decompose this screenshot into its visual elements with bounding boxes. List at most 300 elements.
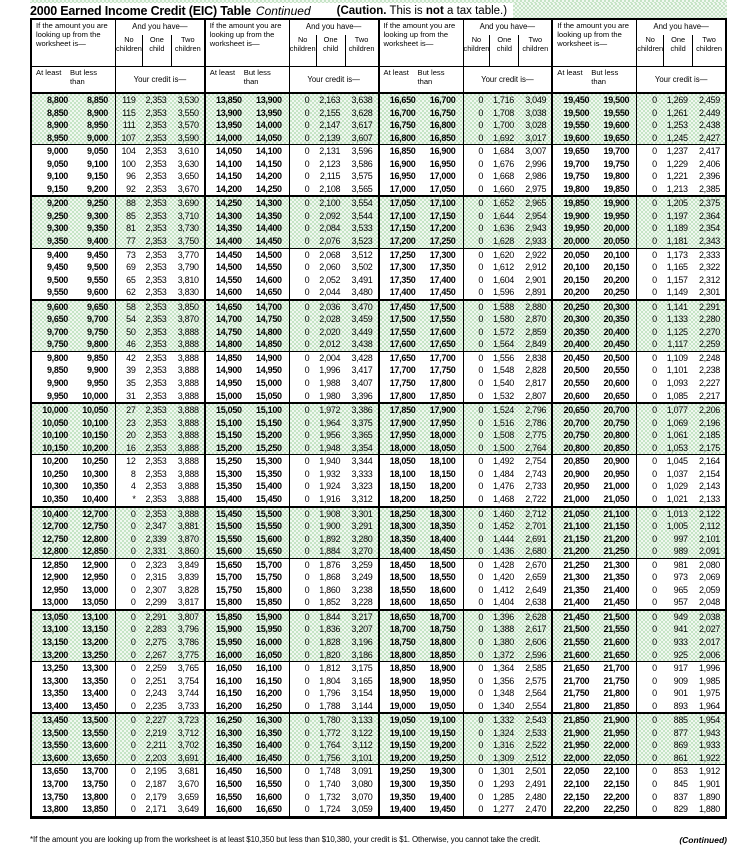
credit-no-children: 0 (304, 778, 310, 789)
credit-values (115, 107, 204, 120)
credit-no-children: 0 (478, 158, 484, 169)
table-row (206, 520, 378, 533)
credit-no-children: 0 (304, 146, 310, 157)
table-row (206, 313, 378, 326)
credit-values (115, 197, 204, 210)
credit-one-child: 1,676 (492, 158, 515, 169)
credit-two-children: 2,427 (698, 132, 720, 143)
credit-two-children: 3,238 (351, 584, 373, 595)
credit-one-child: 1,332 (492, 715, 515, 726)
row-block (380, 764, 552, 815)
and-you-have-area (464, 20, 552, 66)
table-row (206, 508, 378, 521)
credit-two-children: 3,690 (177, 198, 199, 209)
credit-two-children: 2,048 (698, 597, 720, 608)
but-less-than-value: 21,250 (603, 546, 630, 557)
table-row (32, 508, 204, 521)
at-least-value: 18,250 (389, 508, 416, 519)
credit-two-children: 3,870 (177, 533, 199, 544)
credit-values (636, 520, 725, 533)
at-least-value: 16,600 (216, 804, 242, 815)
credit-values (463, 132, 552, 145)
credit-one-child: 2,299 (145, 597, 167, 608)
at-least-value: 14,650 (216, 301, 242, 312)
at-least-value: 9,250 (46, 210, 68, 221)
credit-two-children: 3,017 (525, 132, 547, 143)
credit-values (115, 145, 204, 158)
credit-one-child: 2,353 (145, 210, 167, 221)
credit-values (115, 249, 204, 262)
credit-two-children: 2,396 (698, 171, 720, 182)
but-less-than-value: 19,000 (429, 688, 456, 699)
table-row (206, 145, 378, 158)
credit-no-children: * (132, 493, 136, 504)
credit-two-children: 2,206 (698, 405, 720, 416)
but-less-than-value: 21,600 (603, 636, 630, 647)
credit-two-children: 2,480 (525, 791, 547, 802)
credit-values (463, 170, 552, 183)
credit-values (636, 533, 725, 546)
credit-values (115, 261, 204, 274)
but-less-than-value: 14,450 (256, 236, 282, 247)
credit-one-child: 1,316 (492, 740, 515, 751)
table-row (553, 377, 725, 390)
but-less-than-value: 15,950 (256, 624, 282, 635)
credit-two-children: 3,554 (351, 198, 373, 209)
but-less-than-value: 17,000 (429, 171, 456, 182)
credit-no-children: 0 (478, 223, 484, 234)
credit-two-children: 2,796 (525, 405, 547, 416)
credit-no-children: 0 (652, 456, 657, 467)
credit-one-child: 901 (673, 688, 688, 699)
credit-two-children: 3,080 (351, 778, 373, 789)
credit-no-children: 0 (304, 766, 310, 777)
credit-one-child: 2,283 (145, 624, 167, 635)
credit-no-children: 0 (652, 146, 657, 157)
your-credit-header: Your credit is— (463, 67, 552, 92)
credit-no-children: 39 (126, 365, 136, 376)
credit-no-children: 42 (126, 352, 136, 363)
at-least-value: 20,450 (563, 352, 590, 363)
credit-two-children: 2,522 (525, 740, 547, 751)
credit-two-children: 2,786 (525, 417, 547, 428)
at-least-value: 12,950 (42, 584, 68, 595)
credit-no-children: 0 (652, 624, 657, 635)
credit-values (463, 520, 552, 533)
but-less-than-value: 21,400 (603, 584, 630, 595)
at-least-value: 20,300 (563, 314, 590, 325)
credit-no-children: 0 (304, 442, 310, 453)
table-row (553, 183, 725, 196)
credit-two-children: 3,610 (177, 146, 199, 157)
but-less-than-value: 21,550 (603, 624, 630, 635)
table-row (553, 533, 725, 546)
credit-two-children: 2,859 (525, 326, 547, 337)
credit-two-children: 3,217 (351, 611, 373, 622)
table-row (553, 442, 725, 455)
table-row (380, 170, 552, 183)
table-row (32, 545, 204, 558)
at-least-value: 14,600 (216, 287, 242, 298)
credit-two-children: 2,870 (525, 314, 547, 325)
credit-one-child: 1,948 (319, 442, 341, 453)
but-less-than-value: 18,850 (429, 649, 456, 660)
but-less-than-value: 9,450 (86, 249, 108, 260)
credit-values (463, 197, 552, 210)
credit-one-child: 1,644 (492, 210, 515, 221)
credit-values (115, 727, 204, 740)
credit-two-children: 3,365 (351, 430, 373, 441)
credit-one-child: 1,061 (666, 430, 688, 441)
credit-no-children: 0 (652, 236, 657, 247)
credit-two-children: 3,590 (177, 132, 199, 143)
credit-no-children: 0 (304, 339, 310, 350)
credit-two-children: 2,533 (525, 727, 547, 738)
credit-one-child: 845 (673, 778, 688, 789)
credit-one-child: 1,748 (319, 766, 341, 777)
credit-one-child: 925 (673, 649, 688, 660)
table-row (32, 377, 204, 390)
credit-one-child: 877 (673, 727, 688, 738)
your-credit-header: Your credit is— (289, 67, 378, 92)
footnote-text: *If the amount you are looking up from the worksheet is at least $10,350 but less than $10,380, your credit is $1. Otherwise, you cannot take the credit. (30, 834, 541, 844)
credit-one-child: 1,261 (666, 107, 688, 118)
credit-two-children: 1,922 (698, 752, 720, 763)
credit-no-children: 0 (130, 804, 136, 815)
credit-two-children: 3,502 (351, 262, 373, 273)
credit-one-child: 2,211 (146, 740, 167, 751)
credit-values (115, 377, 204, 390)
credit-one-child: 1,037 (666, 468, 688, 479)
credit-one-child: 909 (673, 675, 688, 686)
credit-no-children: 0 (478, 390, 484, 401)
credit-one-child: 1,364 (492, 663, 515, 674)
credit-two-children: 3,628 (351, 107, 373, 118)
credit-one-child: 853 (673, 766, 688, 777)
credit-one-child: 1,173 (666, 249, 688, 260)
credit-values (115, 739, 204, 752)
at-least-value: 16,500 (216, 778, 242, 789)
credit-two-children: 3,165 (351, 675, 373, 686)
but-less-than-value: 17,650 (429, 339, 456, 350)
table-row (206, 326, 378, 339)
table-row (206, 596, 378, 609)
at-least-header: At least (209, 68, 236, 77)
credit-no-children: 0 (304, 430, 310, 441)
credit-two-children: 3,770 (177, 249, 199, 260)
credit-one-child: 2,353 (145, 390, 167, 401)
at-least-value: 21,600 (563, 649, 590, 660)
credit-no-children: 0 (478, 611, 484, 622)
credit-one-child: 2,028 (319, 314, 341, 325)
credit-values (463, 442, 552, 455)
credit-two-children: 3,888 (177, 405, 199, 416)
but-less-than-value: 20,300 (603, 301, 630, 312)
table-row (206, 778, 378, 791)
credit-two-children: 3,523 (351, 236, 373, 247)
and-you-have-header: And you have— (479, 22, 536, 31)
but-less-than-value: 19,100 (429, 715, 456, 726)
credit-two-children: 2,227 (698, 378, 720, 389)
at-least-value: 15,950 (216, 636, 242, 647)
but-less-than-value: 17,950 (429, 417, 456, 428)
one-child-header: One child (316, 35, 345, 66)
credit-one-child: 2,163 (319, 95, 341, 105)
credit-one-child: 973 (673, 572, 688, 583)
at-least-value: 21,750 (563, 688, 590, 699)
credit-values (115, 700, 204, 713)
but-less-than-value: 15,450 (256, 493, 282, 504)
table-row (32, 739, 204, 752)
credit-no-children: 0 (652, 339, 657, 350)
credit-one-child: 893 (673, 700, 688, 711)
but-less-than-value: 9,550 (86, 274, 108, 285)
at-least-value: 20,950 (563, 481, 590, 492)
but-less-than-value: 21,650 (603, 649, 630, 660)
credit-no-children: 111 (122, 120, 136, 131)
credit-two-children: 2,954 (525, 210, 547, 221)
credit-values (115, 714, 204, 727)
credit-one-child: 1,093 (666, 378, 688, 389)
row-block (553, 712, 725, 764)
but-less-than-value: 13,800 (82, 791, 108, 802)
but-less-than-value: 20,850 (603, 442, 630, 453)
credit-values (636, 313, 725, 326)
credit-values (289, 442, 378, 455)
credit-no-children: 0 (130, 700, 136, 711)
row-block (380, 454, 552, 505)
but-less-than-value: 13,400 (82, 688, 108, 699)
credit-values (463, 508, 552, 521)
credit-one-child: 1,892 (319, 533, 341, 544)
credit-one-child: 1,836 (319, 624, 341, 635)
table-row (553, 700, 725, 713)
no-children-header: No children (637, 35, 664, 53)
at-least-value: 15,300 (216, 468, 242, 479)
credit-values (463, 107, 552, 120)
row-block (206, 144, 378, 195)
table-row (206, 274, 378, 287)
credit-one-child: 2,331 (145, 546, 167, 557)
credit-values (289, 727, 378, 740)
credit-one-child: 1,380 (492, 636, 515, 647)
but-less-than-value: 18,300 (429, 508, 456, 519)
credit-one-child: 1,237 (666, 146, 688, 157)
table-row (553, 326, 725, 339)
credit-one-child: 1,500 (492, 442, 515, 453)
credit-two-children: 2,743 (525, 468, 547, 479)
credit-one-child: 1,988 (319, 378, 341, 389)
credit-values (115, 210, 204, 223)
credit-no-children: 0 (652, 688, 657, 699)
at-least-value: 18,950 (389, 688, 416, 699)
credit-two-children: 3,796 (177, 624, 199, 635)
but-less-than-value: 15,250 (256, 442, 282, 453)
but-less-than-value: 13,500 (82, 715, 108, 726)
credit-no-children: 0 (304, 804, 310, 815)
at-least-value: 13,750 (42, 791, 68, 802)
credit-no-children: 0 (478, 572, 484, 583)
credit-values (115, 274, 204, 287)
credit-no-children: 0 (304, 636, 310, 647)
credit-no-children: 0 (130, 508, 136, 519)
table-row (32, 662, 204, 675)
table-row (206, 559, 378, 572)
credit-values (115, 493, 204, 506)
table-row (380, 301, 552, 314)
credit-one-child: 1,452 (492, 521, 515, 532)
credit-values (115, 468, 204, 481)
credit-two-children: 2,596 (525, 649, 547, 660)
credit-no-children: 0 (478, 287, 484, 298)
credit-values (289, 235, 378, 248)
but-less-than-value: 12,700 (82, 508, 108, 519)
credit-no-children: 0 (478, 210, 484, 221)
credit-two-children: 3,786 (177, 636, 199, 647)
at-least-value: 19,500 (563, 107, 590, 118)
credit-one-child: 1,532 (492, 390, 515, 401)
credit-values (463, 649, 552, 662)
credit-two-children: 2,259 (698, 339, 720, 350)
at-least-value: 10,000 (42, 405, 68, 416)
credit-values (115, 286, 204, 299)
at-least-value: 16,900 (389, 158, 416, 169)
credit-no-children: 0 (652, 572, 657, 583)
at-least-value: 21,850 (563, 715, 590, 726)
but-less-than-value: 20,900 (603, 456, 630, 467)
at-least-value: 17,500 (389, 314, 416, 325)
at-least-value: 12,900 (42, 572, 68, 583)
credit-values (463, 727, 552, 740)
at-least-value: 15,600 (216, 546, 242, 557)
credit-one-child: 1,492 (492, 456, 515, 467)
credit-two-children: 3,228 (351, 597, 373, 608)
but-less-than-value: 18,500 (429, 559, 456, 570)
credit-values (289, 132, 378, 145)
credit-values (636, 778, 725, 791)
credit-one-child: 1,476 (492, 481, 515, 492)
credit-one-child: 1,572 (492, 326, 515, 337)
but-less-than-value: 21,750 (603, 675, 630, 686)
credit-one-child: 2,251 (145, 675, 167, 686)
and-you-have-area (116, 20, 204, 66)
group-subheader (206, 67, 378, 94)
credit-two-children: 3,888 (177, 378, 199, 389)
but-less-than-value: 16,200 (256, 688, 282, 699)
credit-values (463, 235, 552, 248)
table-row (553, 261, 725, 274)
table-row (553, 170, 725, 183)
credit-no-children: 81 (126, 223, 136, 234)
credit-no-children: 58 (126, 301, 136, 312)
credit-two-children: 2,733 (525, 481, 547, 492)
credit-two-children: 3,754 (177, 675, 199, 686)
credit-one-child: 1,468 (492, 493, 515, 504)
table-row (380, 274, 552, 287)
but-less-than-value: 9,050 (86, 146, 108, 157)
at-least-value: 15,050 (216, 405, 242, 416)
credit-two-children: 3,596 (351, 146, 373, 157)
credit-one-child: 2,339 (145, 533, 167, 544)
at-least-value: 13,800 (42, 804, 68, 815)
but-less-than-value: 15,400 (256, 481, 282, 492)
two-children-header: Two children (518, 35, 551, 66)
at-least-value: 13,100 (42, 624, 68, 635)
at-least-value: 13,650 (42, 766, 68, 777)
but-less-than-value: 9,800 (86, 339, 108, 350)
but-less-than-value: 17,150 (429, 210, 456, 221)
at-least-value: 17,050 (389, 198, 416, 209)
credit-values (636, 249, 725, 262)
credit-values (463, 261, 552, 274)
credit-one-child: 2,353 (145, 95, 167, 105)
table-row (380, 145, 552, 158)
credit-one-child: 2,353 (145, 301, 167, 312)
group-subheader (553, 67, 725, 94)
credit-one-child: 1,700 (492, 120, 515, 131)
at-least-value: 9,800 (46, 352, 68, 363)
credit-one-child: 917 (673, 663, 688, 674)
credit-two-children: 2,069 (698, 572, 720, 583)
credit-values (115, 352, 204, 365)
but-less-than-value: 19,600 (603, 120, 630, 131)
credit-no-children: 0 (652, 183, 657, 194)
credit-one-child: 1,972 (319, 405, 341, 416)
table-row (206, 584, 378, 597)
row-block (206, 506, 378, 558)
row-block (206, 764, 378, 815)
credit-no-children: 0 (304, 262, 310, 273)
row-block (553, 248, 725, 299)
but-less-than-value: 15,550 (256, 521, 282, 532)
table-row (206, 107, 378, 120)
table-row (32, 352, 204, 365)
credit-one-child: 1,133 (666, 314, 688, 325)
at-least-value: 19,600 (563, 132, 590, 143)
credit-two-children: 3,817 (177, 597, 199, 608)
but-less-than-value: 21,150 (603, 521, 630, 532)
table-row (32, 778, 204, 791)
credit-one-child: 1,828 (319, 636, 341, 647)
credit-no-children: 0 (130, 533, 136, 544)
credit-two-children: 3,839 (177, 572, 199, 583)
but-less-than-value: 21,450 (603, 597, 630, 608)
credit-one-child: 989 (673, 546, 688, 557)
table-group-3 (378, 20, 552, 816)
credit-no-children: 0 (304, 752, 310, 763)
credit-no-children: 0 (304, 171, 310, 182)
credit-two-children: 3,249 (351, 572, 373, 583)
but-less-than-value: 22,050 (603, 752, 630, 763)
table-row (553, 158, 725, 171)
row-block (380, 558, 552, 609)
at-least-value: 19,450 (563, 95, 590, 105)
at-least-value: 14,550 (216, 274, 242, 285)
credit-one-child: 1,301 (492, 766, 515, 777)
credit-values (289, 675, 378, 688)
credit-two-children: 3,810 (177, 274, 199, 285)
at-least-value: 14,900 (216, 365, 242, 376)
credit-one-child: 1,069 (666, 417, 688, 428)
credit-one-child: 1,588 (492, 301, 515, 312)
credit-one-child: 1,884 (319, 546, 341, 557)
lookup-amount-header: If the amount you are looking up from the worksheet is— (553, 20, 637, 66)
credit-two-children: 3,344 (351, 456, 373, 467)
credit-values (636, 417, 725, 430)
table-row (32, 222, 204, 235)
credit-values (289, 455, 378, 468)
credit-one-child: 2,353 (145, 314, 167, 325)
